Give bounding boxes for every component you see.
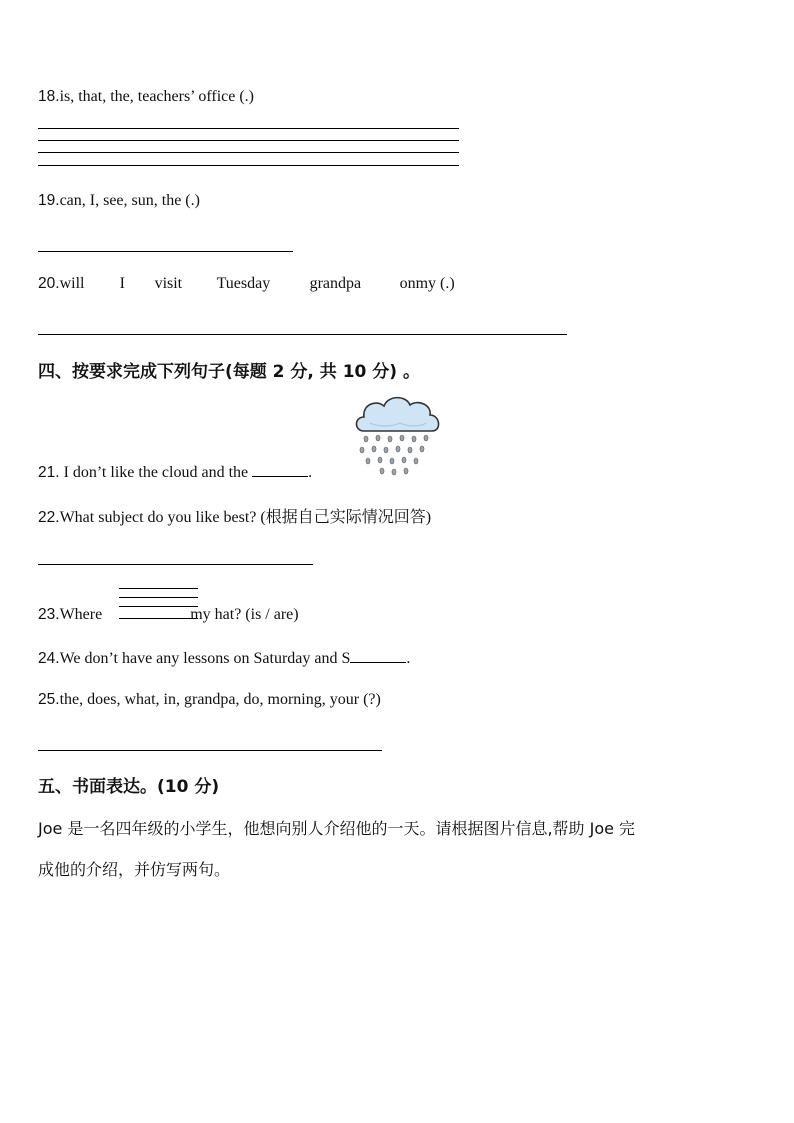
question-number: 18. bbox=[38, 88, 60, 105]
fill-blank[interactable] bbox=[252, 476, 308, 477]
instructions-line-2: 成他的介绍，并仿写两句。 bbox=[38, 860, 231, 879]
question-number: 23. bbox=[38, 606, 60, 623]
answer-line[interactable] bbox=[38, 251, 293, 252]
answer-line[interactable] bbox=[119, 588, 198, 589]
fill-blank[interactable] bbox=[350, 662, 406, 663]
word: will bbox=[59, 275, 85, 292]
question-number: 24. bbox=[38, 650, 60, 667]
word: onmy (.) bbox=[399, 275, 455, 292]
word: grandpa bbox=[309, 275, 362, 292]
question-number: 21. bbox=[38, 464, 60, 481]
question-text: can, I, see, sun, the (.) bbox=[59, 192, 200, 209]
question-text: I don’t like the cloud and the bbox=[59, 464, 253, 481]
question-text: We don’t have any lessons on Saturday and S bbox=[59, 650, 351, 667]
question-text: the, does, what, in, grandpa, do, morning, your (?) bbox=[59, 691, 381, 708]
question-22 bbox=[38, 504, 431, 527]
question-21 bbox=[38, 464, 312, 482]
answer-line[interactable] bbox=[119, 597, 198, 598]
answer-line[interactable] bbox=[38, 334, 567, 335]
question-19 bbox=[38, 192, 200, 210]
answer-line[interactable] bbox=[38, 564, 313, 565]
answer-line[interactable] bbox=[38, 140, 459, 141]
question-text: my hat? (is / are) bbox=[190, 606, 299, 623]
question-23 bbox=[38, 606, 299, 624]
question-number: 25. bbox=[38, 691, 60, 708]
answer-line[interactable] bbox=[38, 750, 382, 751]
word: Tuesday bbox=[216, 275, 271, 292]
word: I bbox=[119, 275, 125, 292]
question-number: 20. bbox=[38, 275, 60, 292]
question-end: . bbox=[406, 650, 411, 667]
question-number: 22. bbox=[38, 509, 60, 526]
section-4-title: 四、按要求完成下列句子(每题 2 分, 共 10 分) 。 bbox=[38, 362, 420, 382]
question-text: is, that, the, teachers’ office (.) bbox=[59, 88, 254, 105]
question-20 bbox=[38, 275, 455, 293]
question-18 bbox=[38, 88, 254, 106]
question-24 bbox=[38, 650, 410, 668]
instructions-line-1: Joe 是一名四年级的小学生，他想向别人介绍他的一天。请根据图片信息,帮助 Joe 完 bbox=[38, 819, 636, 838]
section-5-title: 五、书面表达。(10 分) bbox=[38, 777, 220, 797]
answer-line[interactable] bbox=[38, 128, 459, 129]
answer-line[interactable] bbox=[38, 165, 459, 166]
answer-line[interactable] bbox=[38, 152, 459, 153]
question-text: What subject do you like best? (根据自己实际情况回答) bbox=[59, 509, 432, 526]
question-end: . bbox=[308, 464, 313, 481]
question-text: Where bbox=[59, 606, 103, 623]
rain-cloud-icon bbox=[352, 393, 444, 479]
question-number: 19. bbox=[38, 192, 60, 209]
word: visit bbox=[154, 275, 183, 292]
question-25 bbox=[38, 691, 381, 709]
